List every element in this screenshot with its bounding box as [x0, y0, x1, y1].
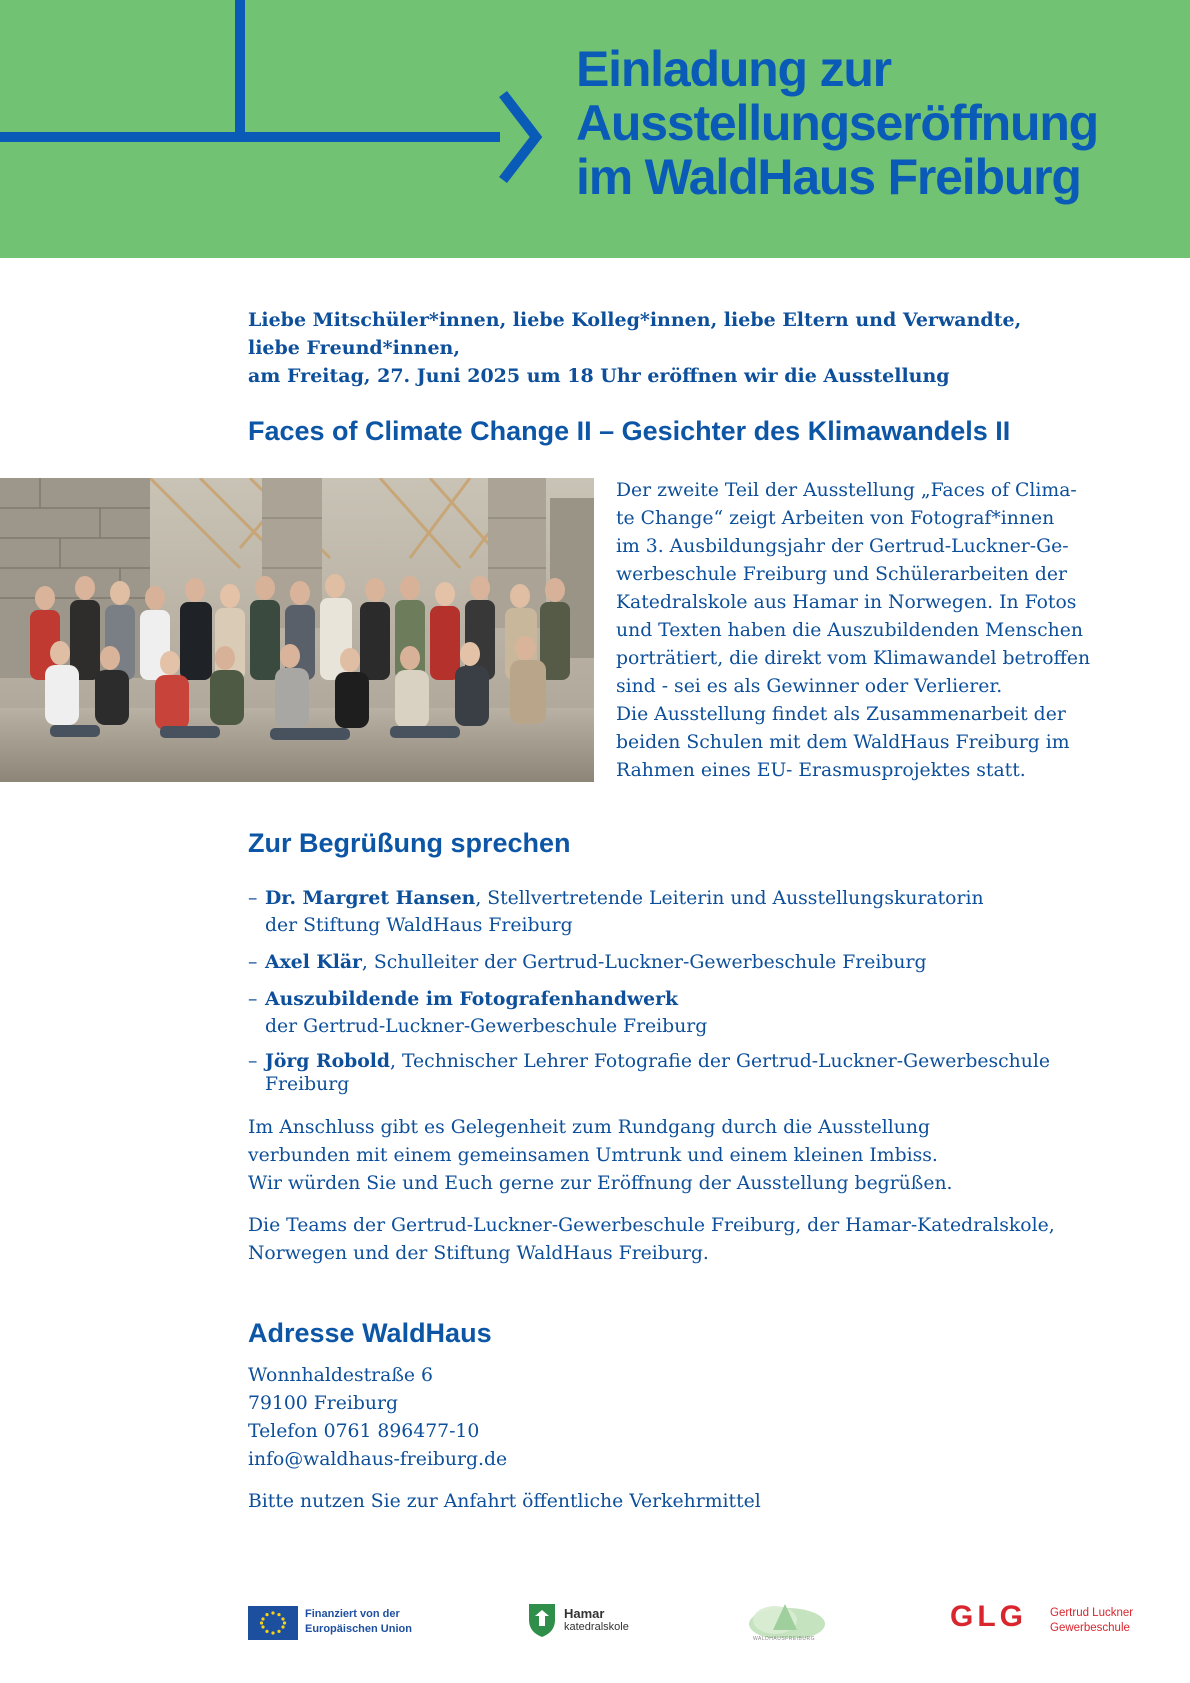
address-block: [248, 1362, 761, 1516]
closing-text: [248, 1114, 1055, 1268]
intro-line: liebe Freund*innen,: [248, 337, 460, 359]
glg-mark: GLG: [950, 1600, 1027, 1633]
exhibition-description: [616, 477, 1090, 785]
description-line: und Texten haben die Auszubildenden Menschen: [616, 620, 1083, 641]
waldhaus-text: WALDHAUSFREIBURG: [753, 1636, 815, 1642]
speaker-role-line2: Freiburg: [265, 1074, 350, 1095]
speaker-role: , Stellvertretende Leiterin und Ausstellungskuratorin: [475, 888, 984, 909]
description-line: Die Ausstellung findet als Zusammenarbeit der: [616, 704, 1066, 725]
closing-line: Norwegen und der Stiftung WaldHaus Freiburg.: [248, 1243, 709, 1264]
speaker-role: , Technischer Lehrer Fotografie der Gertrud-Luckner-Gewerbeschule: [390, 1051, 1050, 1072]
glg-text-line: Gertrud Luckner: [1050, 1607, 1134, 1619]
tree-icon: [745, 1600, 825, 1638]
exhibition-title: Faces of Climate Change II – Gesichter des Klimawandels II: [248, 416, 1011, 446]
title-line: im WaldHaus Freiburg: [576, 149, 1081, 205]
speaker-list: [248, 885, 1148, 1106]
eu-text-line: Finanziert von der: [305, 1608, 400, 1620]
description-line: porträtiert, die direkt vom Klimawandel betroffen: [616, 648, 1091, 669]
title-line: Ausstellungseröffnung: [576, 95, 1099, 151]
greeting-heading: Zur Begrüßung sprechen: [248, 828, 571, 858]
closing-line: verbunden mit einem gemeinsamen Umtrunk und einem kleinen Imbiss.: [248, 1145, 938, 1166]
travel-note: Bitte nutzen Sie zur Anfahrt öffentliche Verkehrmittel: [248, 1491, 761, 1512]
description-line: Rahmen eines EU- Erasmusprojektes statt.: [616, 760, 1026, 781]
group-photo-illustration: [0, 478, 594, 782]
group-photo: [0, 478, 594, 782]
intro-line: Liebe Mitschüler*innen, liebe Kolleg*innen, liebe Eltern und Verwandte,: [248, 309, 1022, 331]
header-banner: [0, 0, 1190, 258]
speaker-role-line2: der Gertrud-Luckner-Gewerbeschule Freiburg: [265, 1016, 708, 1037]
description-line: Katedralskole aus Hamar in Norwegen. In Fotos: [616, 592, 1077, 613]
address-city: 79100 Freiburg: [248, 1393, 398, 1414]
description-line: werbeschule Freiburg und Schülerarbeiten der: [616, 564, 1067, 585]
description-line: sind - sei es als Gewinner oder Verlierer.: [616, 676, 1003, 697]
glg-text-line: Gewerbeschule: [1050, 1622, 1130, 1634]
closing-line: Die Teams der Gertrud-Luckner-Gewerbeschule Freiburg, der Hamar-Katedralskole,: [248, 1215, 1055, 1236]
speaker-name: Axel Klär: [265, 951, 362, 973]
shield-icon: [527, 1602, 557, 1638]
hamar-sub: katedralskole: [564, 1621, 629, 1633]
hamar-name: Hamar: [564, 1606, 605, 1621]
closing-line: Im Anschluss gibt es Gelegenheit zum Rundgang durch die Ausstellung: [248, 1117, 931, 1138]
address-heading: Adresse WaldHaus: [248, 1318, 492, 1348]
description-line: beiden Schulen mit dem WaldHaus Freiburg im: [616, 732, 1070, 753]
address-email: info@waldhaus-freiburg.de: [248, 1449, 508, 1470]
address-phone: Telefon 0761 896477-10: [248, 1421, 480, 1442]
title-line: Einladung zur: [576, 41, 891, 97]
speaker-role: , Schulleiter der Gertrud-Luckner-Gewerbeschule Freiburg: [361, 952, 927, 973]
eu-text-line: Europäischen Union: [305, 1623, 412, 1635]
closing-line: Wir würden Sie und Euch gerne zur Eröffnung der Ausstellung begrüßen.: [248, 1173, 953, 1194]
page-title: [576, 42, 1098, 204]
speaker-item: – Auszubildende im Fotografenhandwerk der Gertrud-Luckner-Gewerbeschule Freiburg: [248, 986, 1148, 1040]
speaker-role-line2: der Stiftung WaldHaus Freiburg: [265, 915, 573, 936]
speaker-item: – Jörg Robold, Technischer Lehrer Fotografie der Gertrud-Luckner-Gewerbeschule Freiburg: [248, 1050, 1148, 1096]
description-line: im 3. Ausbildungsjahr der Gertrud-Luckner-Ge-: [616, 536, 1069, 557]
eu-flag-icon: [248, 1606, 298, 1640]
speaker-name: Jörg Robold: [265, 1050, 391, 1072]
speaker-item: – Dr. Margret Hansen, Stellvertretende Leiterin und Ausstellungskuratorin der Stiftung WaldHaus Freiburg: [248, 885, 1148, 939]
speaker-name: Auszubildende im Fotografenhandwerk: [265, 988, 678, 1010]
address-street: Wonnhaldestraße 6: [248, 1365, 433, 1386]
description-line: te Change“ zeigt Arbeiten von Fotograf*innen: [616, 508, 1055, 529]
intro-line: am Freitag, 27. Juni 2025 um 18 Uhr eröffnen wir die Ausstellung: [248, 365, 950, 387]
intro-salutation: [248, 306, 1021, 390]
speaker-name: Dr. Margret Hansen: [265, 887, 476, 909]
sponsor-logos: [0, 1590, 1190, 1650]
description-line: Der zweite Teil der Ausstellung „Faces of Clima-: [616, 480, 1077, 501]
speaker-item: – Axel Klär, Schulleiter der Gertrud-Luckner-Gewerbeschule Freiburg: [248, 951, 927, 973]
